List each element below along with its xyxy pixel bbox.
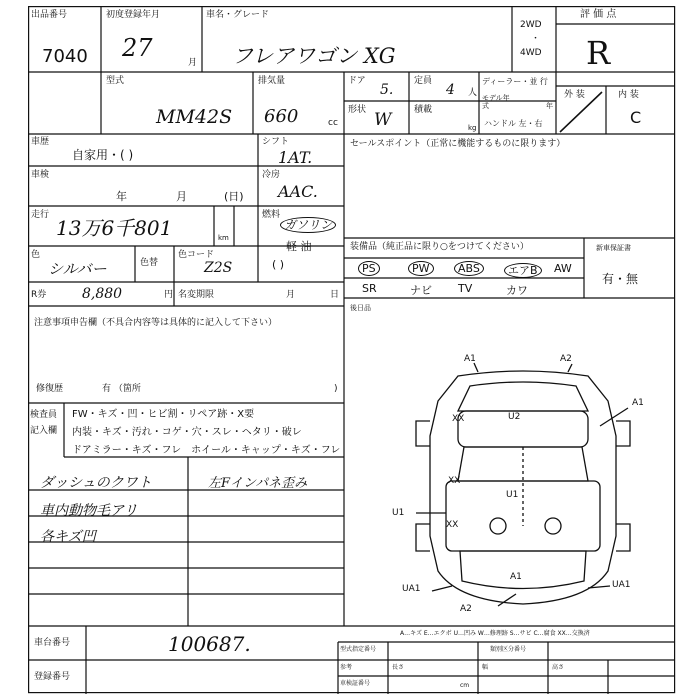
- mark-a2-front-right: A2: [560, 354, 572, 364]
- kg-unit: kg: [468, 124, 477, 132]
- door-label: ドア: [348, 76, 366, 86]
- car-name: フレアワゴン XG: [232, 44, 396, 68]
- note-line-3: 各キズ凹: [40, 529, 96, 545]
- model-year-label: モデル年式: [482, 94, 510, 110]
- repair-close: ): [334, 384, 338, 394]
- capacity-label: 定員: [414, 76, 433, 86]
- recycle-ticket: 8,880: [82, 286, 123, 302]
- height-label: 高さ: [552, 664, 565, 671]
- fuel-paren: ( ): [272, 258, 285, 271]
- mark-a1-front-left: A1: [464, 354, 476, 364]
- inspector-row-1: FW・キズ・凹・ヒビ割・リペア跡・X要: [72, 409, 255, 420]
- chassis-label: 車台番号: [34, 638, 71, 648]
- sales-label: セールスポイント（正常に機能するものに限ります）: [350, 139, 566, 149]
- lot-number: 7040: [42, 46, 88, 67]
- inspector-label-1: 検査員: [30, 410, 58, 420]
- inspection-year: 年: [116, 190, 127, 203]
- warranty-options: 有・無: [602, 272, 639, 286]
- auction-sheet: [28, 6, 676, 694]
- note-right: 左Fインパネ歪み: [208, 476, 308, 491]
- width-label: 幅: [482, 664, 489, 671]
- caution-label: 注意事項申告欄（不具合内容等は具体的に記入して下さい）: [34, 318, 278, 328]
- mark-xx-hood-left: XX: [452, 414, 465, 424]
- color-label: 色: [31, 250, 41, 260]
- color-code: Z2S: [204, 260, 233, 276]
- equip-abs-text: ABS: [454, 261, 484, 276]
- mark-u2-hood: U2: [508, 412, 521, 422]
- color: シルバー: [48, 260, 107, 278]
- equip-tv: TV: [458, 282, 473, 295]
- fuel-label: 燃料: [262, 210, 281, 220]
- equip-airbag: [504, 262, 542, 278]
- year-unit: 年: [546, 102, 553, 110]
- transfer-day: 日: [330, 290, 340, 300]
- drive-4wd: 4WD: [520, 48, 542, 58]
- chassis-number: 100687.: [168, 632, 251, 656]
- mark-a2-bumper: A2: [460, 604, 472, 614]
- equip-airbag-text: エアB: [504, 263, 542, 278]
- displacement-label: 排気量: [258, 76, 286, 86]
- color-change-label: 色替: [140, 258, 159, 268]
- shift-label: シフト: [262, 137, 290, 147]
- mark-a1-rear: A1: [510, 572, 522, 582]
- inspection-day: (日): [224, 190, 244, 203]
- mark-ua1-rear-right: UA1: [612, 580, 631, 590]
- equip-ps-text: PS: [358, 261, 380, 276]
- mark-a1-right-fender: A1: [632, 398, 644, 408]
- equipment-label: 装備品（純正品に限り○をつけてください）: [350, 242, 529, 252]
- dealer-label: ディーラー・並 行: [482, 77, 548, 86]
- ref-label: 参考: [340, 664, 353, 671]
- model-label: 型式: [106, 76, 125, 86]
- equip-pw-text: PW: [408, 261, 434, 276]
- length-label: 長さ: [392, 664, 405, 671]
- shape: W: [374, 110, 392, 130]
- ac: AAC.: [278, 182, 318, 201]
- reg-year-label: 初度登録年月: [106, 10, 161, 20]
- mark-xx-door-left: XX: [448, 476, 461, 486]
- door: 5.: [380, 82, 394, 98]
- after-label: 後日品: [350, 304, 371, 312]
- displacement: 660: [264, 106, 299, 127]
- transfer-label: 名変期限: [178, 290, 215, 300]
- equip-navi: ナビ: [410, 284, 432, 297]
- person-unit: 人: [468, 88, 478, 98]
- interior-grade: C: [630, 108, 642, 127]
- fuel-gasoline: [280, 216, 336, 233]
- month-unit: 月: [188, 58, 198, 68]
- mileage-label: 走行: [31, 210, 50, 220]
- handle-label: ハンドル 左・右: [484, 119, 543, 128]
- history: 自家用・( ): [72, 148, 134, 162]
- note-line-1: ダッシュのクワト: [40, 475, 152, 491]
- equip-pw: [408, 262, 434, 275]
- cc-unit: cc: [328, 118, 338, 128]
- warranty-label: 新車保証書: [596, 244, 631, 252]
- repair-label: 修復歴: [36, 384, 64, 394]
- shift: 1AT.: [278, 148, 313, 167]
- car-name-label: 車名・グレード: [206, 10, 270, 20]
- vehicle-no-label: 車検証番号: [340, 680, 371, 687]
- fuel-diesel: 軽 油: [286, 240, 312, 253]
- equip-sr: SR: [362, 282, 377, 295]
- type-label: 型式指定番号: [340, 646, 377, 653]
- ac-label: 冷房: [262, 170, 281, 180]
- history-label: 車歴: [31, 137, 50, 147]
- capacity: 4: [446, 82, 455, 98]
- inspector-row-2: 内装・キズ・汚れ・コゲ・穴・スレ・ヘタリ・破レ: [72, 427, 302, 438]
- mark-xx-rear-door: XX: [446, 520, 459, 530]
- drive-2wd: 2WD: [520, 20, 542, 30]
- inspector-row-3: ドアミラー・キズ・フレ ホイール・キャップ・キズ・フレ: [72, 445, 341, 456]
- km-unit: km: [218, 234, 229, 242]
- yen-unit: 円: [164, 290, 174, 300]
- interior-label: 内 装: [618, 90, 639, 100]
- equip-aw: AW: [554, 262, 572, 275]
- equip-ps: [358, 262, 380, 275]
- mark-u1-left-side: U1: [392, 508, 405, 518]
- cm-unit: cm: [460, 682, 470, 689]
- grade-label: 評 価 点: [580, 9, 617, 20]
- color-code-label: 色コード: [178, 250, 215, 260]
- transfer-month: 月: [286, 290, 296, 300]
- exterior-label: 外 装: [564, 90, 585, 100]
- drive-sep: ・: [531, 34, 541, 44]
- equip-leather: カワ: [506, 284, 528, 297]
- mark-ua1-rear-left: UA1: [402, 584, 421, 594]
- lot-label: 出品番号: [31, 10, 68, 20]
- inspection-month: 月: [176, 190, 187, 203]
- note-line-2: 車内動物毛アリ: [40, 503, 138, 519]
- fuel-gasoline-text: ガソリン: [280, 217, 336, 233]
- inspector-label-2: 記入欄: [30, 426, 58, 436]
- registration-label: 登録番号: [34, 672, 71, 682]
- class-label: 類別区分番号: [490, 646, 527, 653]
- mark-u1-roof: U1: [506, 490, 519, 500]
- shape-label: 形状: [348, 105, 367, 115]
- reg-year: 27: [122, 34, 153, 62]
- repair-value: 有 （箇所: [102, 384, 141, 394]
- load-label: 積載: [414, 105, 433, 115]
- model: MM42S: [156, 106, 233, 128]
- equip-abs: [454, 262, 484, 275]
- damage-legend: A…キズ E…エクボ U…凹み W…修理跡 S…サビ C…腐食 XX…交換済: [400, 630, 590, 637]
- grade: R: [586, 34, 611, 72]
- recycle-ticket-label: R券: [31, 290, 47, 300]
- inspection-label: 車検: [31, 170, 50, 180]
- mileage: 13万6千801: [56, 216, 173, 240]
